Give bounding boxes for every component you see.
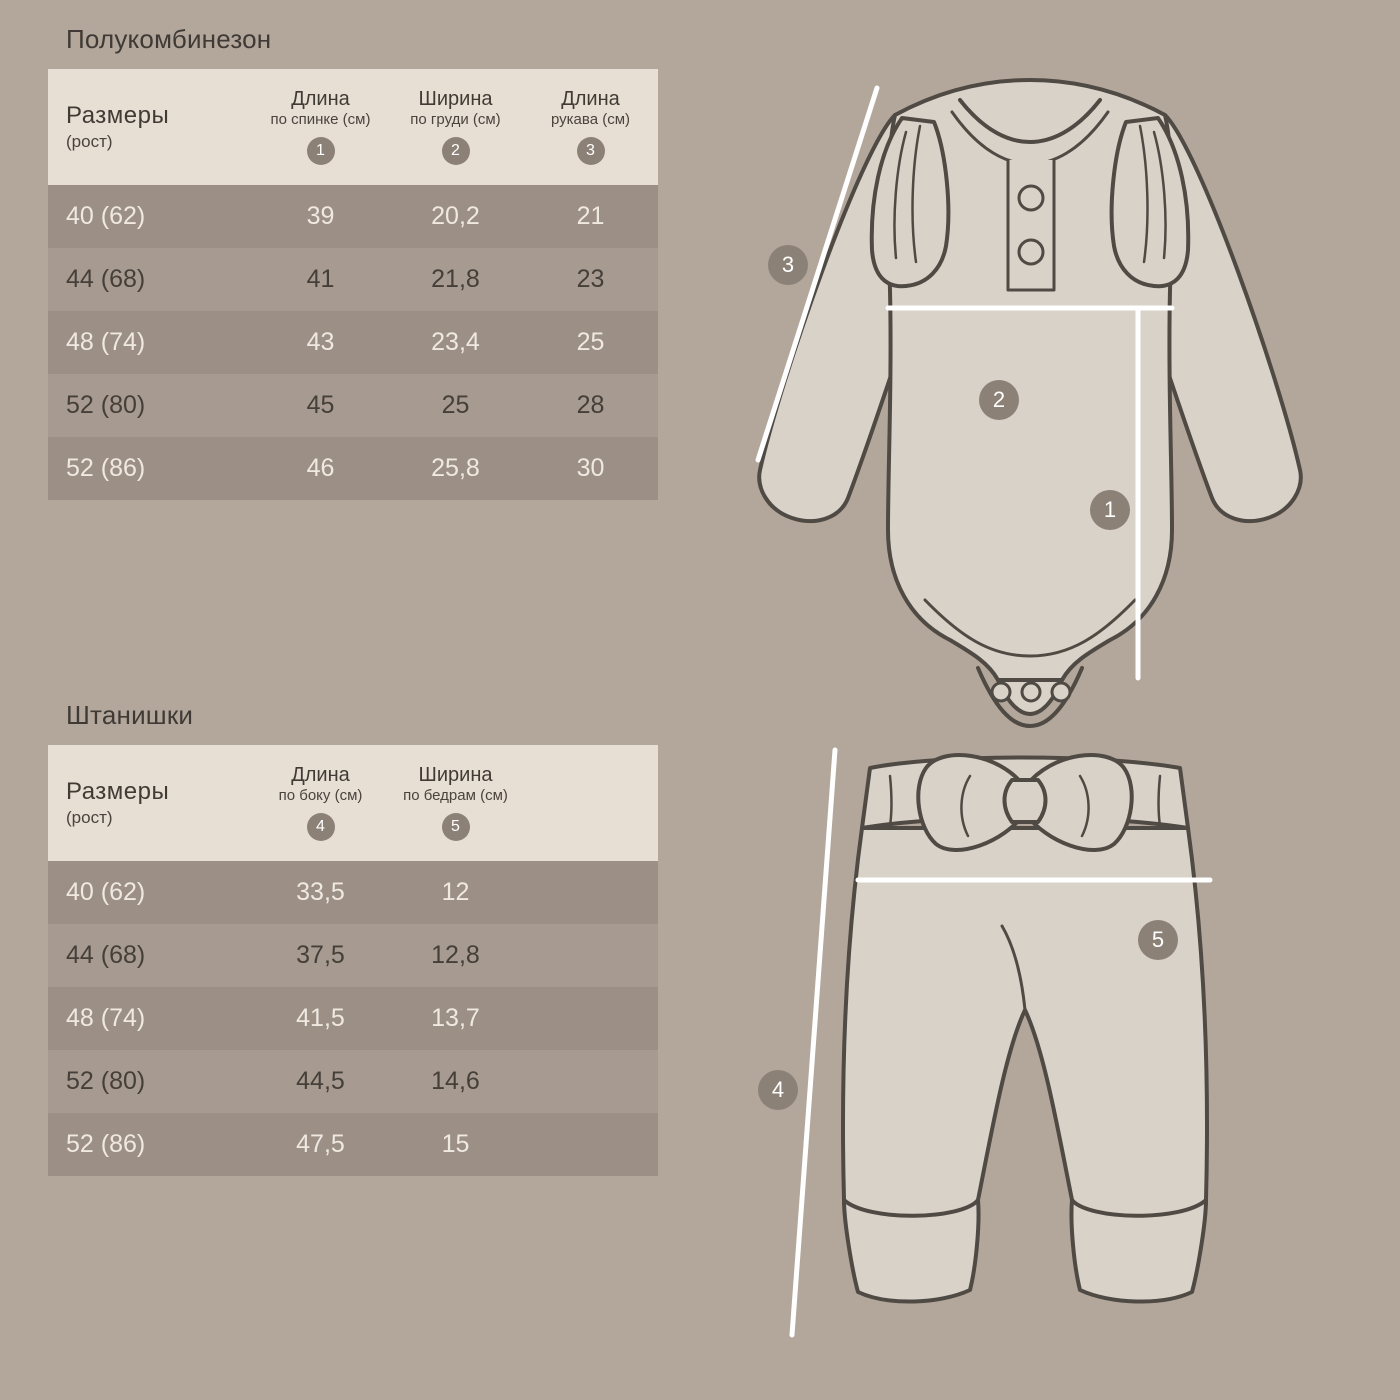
pants-size-table bbox=[48, 745, 658, 1176]
row-value: 45 bbox=[306, 391, 335, 419]
row-size: 44 (68) bbox=[66, 265, 146, 293]
marker-3: 3 bbox=[768, 245, 808, 285]
row-value: 41 bbox=[306, 265, 335, 293]
header-column-4 bbox=[253, 745, 388, 861]
row-size: 52 (86) bbox=[66, 454, 146, 482]
header-col4-line2: по боку (см) bbox=[278, 787, 363, 804]
badge-4-icon: 4 bbox=[307, 813, 335, 841]
header-col1-line1: Длина bbox=[291, 88, 350, 110]
row-size: 52 (86) bbox=[66, 1130, 146, 1158]
row-size: 40 (62) bbox=[66, 878, 146, 906]
row-value: 23,4 bbox=[431, 328, 480, 356]
table-row bbox=[48, 374, 658, 437]
header-sizes-line1: Размеры bbox=[66, 778, 170, 805]
row-value: 44,5 bbox=[296, 1067, 345, 1095]
row-size: 40 (62) bbox=[66, 202, 146, 230]
row-empty bbox=[523, 1113, 658, 1176]
pants-table-block bbox=[48, 700, 658, 1176]
table-row bbox=[48, 1113, 658, 1176]
table-row bbox=[48, 185, 658, 248]
header-sizes-line1: Размеры bbox=[66, 102, 170, 129]
row-value: 47,5 bbox=[296, 1130, 345, 1158]
header-column-5 bbox=[388, 745, 523, 861]
bodysuit-title: Полукомбинезон bbox=[66, 24, 272, 54]
header-column-1 bbox=[253, 69, 388, 185]
bodysuit-drawing-icon bbox=[720, 40, 1340, 740]
badge-2-icon: 2 bbox=[442, 137, 470, 165]
marker-4: 4 bbox=[758, 1070, 798, 1110]
pants-drawing-icon bbox=[740, 730, 1310, 1360]
header-col3-line2: рукава (см) bbox=[550, 111, 631, 128]
row-value: 30 bbox=[576, 454, 605, 482]
marker-5: 5 bbox=[1138, 920, 1178, 960]
row-value: 37,5 bbox=[296, 941, 345, 969]
table-row bbox=[48, 924, 658, 987]
row-value: 33,5 bbox=[296, 878, 345, 906]
row-value: 43 bbox=[306, 328, 335, 356]
header-sizes bbox=[48, 745, 253, 861]
header-col5-line1: Ширина bbox=[418, 764, 493, 786]
badge-3-icon: 3 bbox=[577, 137, 605, 165]
badge-1-icon: 1 bbox=[307, 137, 335, 165]
row-size: 52 (80) bbox=[66, 391, 146, 419]
table-row bbox=[48, 248, 658, 311]
table-row bbox=[48, 437, 658, 500]
row-size: 48 (74) bbox=[66, 1004, 146, 1032]
header-column-2 bbox=[388, 69, 523, 185]
header-sizes bbox=[48, 69, 253, 185]
row-value: 14,6 bbox=[431, 1067, 480, 1095]
table-row bbox=[48, 861, 658, 924]
row-value: 21 bbox=[576, 202, 605, 230]
row-empty bbox=[523, 987, 658, 1050]
measure-line-4 bbox=[792, 750, 835, 1335]
bodysuit-table-block bbox=[48, 24, 658, 500]
table-row bbox=[48, 987, 658, 1050]
row-value: 12,8 bbox=[431, 941, 480, 969]
row-size: 52 (80) bbox=[66, 1067, 146, 1095]
header-col2-line1: Ширина bbox=[418, 88, 493, 110]
header-col2-line2: по груди (см) bbox=[410, 111, 501, 128]
row-empty bbox=[523, 1050, 658, 1113]
row-value: 46 bbox=[306, 454, 335, 482]
table-row bbox=[48, 311, 658, 374]
header-column-empty bbox=[523, 745, 658, 861]
bodysuit-illustration bbox=[720, 40, 1340, 745]
row-value: 20,2 bbox=[431, 202, 480, 230]
row-value: 25 bbox=[441, 391, 470, 419]
header-col3-line1: Длина bbox=[561, 88, 620, 110]
pants-illustration bbox=[740, 730, 1310, 1365]
row-value: 39 bbox=[306, 202, 335, 230]
header-column-3 bbox=[523, 69, 658, 185]
row-value: 41,5 bbox=[296, 1004, 345, 1032]
row-value: 13,7 bbox=[431, 1004, 480, 1032]
row-empty bbox=[523, 861, 658, 924]
marker-1: 1 bbox=[1090, 490, 1130, 530]
row-size: 48 (74) bbox=[66, 328, 146, 356]
row-empty bbox=[523, 924, 658, 987]
row-size: 44 (68) bbox=[66, 941, 146, 969]
bodysuit-size-table bbox=[48, 69, 658, 500]
header-col5-line2: по бедрам (см) bbox=[403, 787, 508, 804]
badge-5-icon: 5 bbox=[442, 813, 470, 841]
header-sizes-line2: (рост) bbox=[66, 132, 113, 151]
header-col1-line2: по спинке (см) bbox=[270, 111, 371, 128]
row-value: 25 bbox=[576, 328, 605, 356]
table-header-row bbox=[48, 69, 658, 185]
pants-title: Штанишки bbox=[66, 700, 194, 730]
header-sizes-line2: (рост) bbox=[66, 808, 113, 827]
row-value: 23 bbox=[576, 265, 605, 293]
table-header-row bbox=[48, 745, 658, 861]
marker-2: 2 bbox=[979, 380, 1019, 420]
table-row bbox=[48, 1050, 658, 1113]
row-value: 12 bbox=[441, 878, 470, 906]
row-value: 21,8 bbox=[431, 265, 480, 293]
row-value: 25,8 bbox=[431, 454, 480, 482]
row-value: 15 bbox=[441, 1130, 470, 1158]
header-col4-line1: Длина bbox=[291, 764, 350, 786]
row-value: 28 bbox=[576, 391, 605, 419]
